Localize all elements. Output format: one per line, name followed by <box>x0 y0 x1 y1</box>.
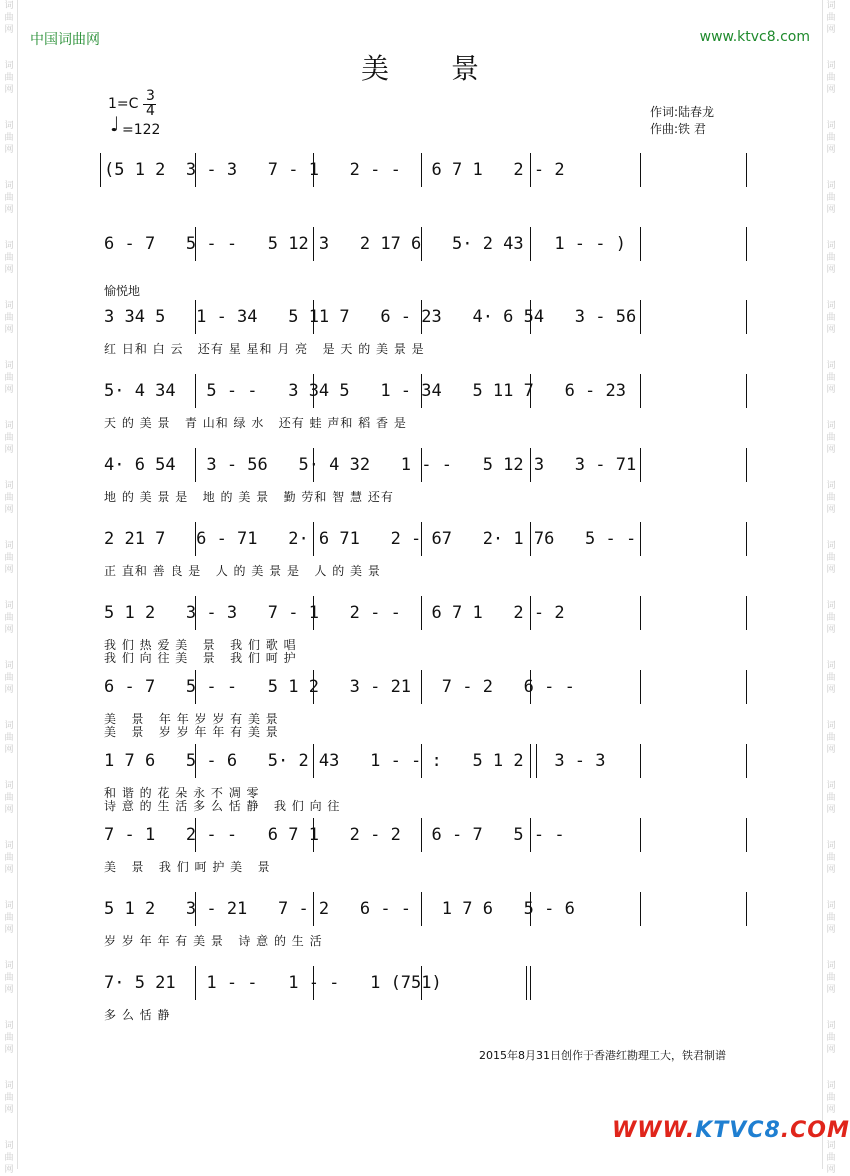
key-signature: 1=C <box>108 96 139 112</box>
score-system <box>100 153 760 223</box>
site-name-left: 中国词曲网 <box>30 32 100 48</box>
lyric-line: 地 的 美 景 是 地 的 美 景 勤 劳和 智 慧 还有 <box>104 490 394 504</box>
lyric-line: 我 们 热 爱 美 景 我 们 歌 唱 <box>104 638 297 652</box>
barline <box>746 596 747 630</box>
logo-left: WWW. <box>612 1118 696 1143</box>
barline <box>530 966 531 1000</box>
footer-note: 2015年8月31日创作于香港红勘理工大，铁君制谱 <box>479 1049 726 1062</box>
barline <box>640 522 641 556</box>
logo-mid: KTVC8 <box>695 1118 781 1143</box>
lyric-line: 正 直和 善 良 是 人 的 美 景 是 人 的 美 景 <box>104 564 381 578</box>
lyric-line: 美 景 岁 岁 年 年 有 美 景 <box>104 725 279 739</box>
left-border-line <box>17 0 18 1169</box>
time-signature-numerator: 3 <box>146 88 155 104</box>
lyric-line: 我 们 向 往 美 景 我 们 呵 护 <box>104 651 297 665</box>
barline <box>640 227 641 261</box>
notation-line: 5· 4 34 5 - - 3 34 5 1 - 34 5 11 7 6 - 23 <box>104 381 626 401</box>
lyric-line: 天 的 美 景 青 山和 绿 水 还有 蛙 声和 稻 香 是 <box>104 416 407 430</box>
barline <box>640 153 641 187</box>
notation-line: 3 34 5 1 - 34 5 11 7 6 - 23 4· 6 54 3 - 56 <box>104 307 637 327</box>
barline <box>746 374 747 408</box>
lyric-line: 多 么 恬 静 <box>104 1008 171 1022</box>
barline <box>746 227 747 261</box>
left-watermark: 词 曲 网 词 曲 网 词 曲 网 词 曲 网 词 曲 网 词 曲 网 词 曲 网 词 曲 网 词 曲 网 词 曲 网 词 曲 网 词 曲 网 词 曲 网 词 曲 网 词 曲 网 词 曲 网 词 曲 网 词 曲 网 词 曲 网 词 曲 网 <box>4 1 14 1175</box>
score-system <box>100 744 760 814</box>
notation-line: 6 - 7 5 - - 5 12 3 2 17 6 5· 2 43 1 - - ) <box>104 234 626 254</box>
lyric-line: 美 景 年 年 岁 岁 有 美 景 <box>104 712 279 726</box>
notation-line: (5 1 2 3 - 3 7 - 1 2 - - 6 7 1 2 - 2 <box>104 160 565 180</box>
barline <box>640 892 641 926</box>
barline <box>746 744 747 778</box>
lyric-line: 和 谐 的 花 朵 永 不 凋 零 <box>104 786 260 800</box>
barline <box>640 744 641 778</box>
notation-line: 5 1 2 3 - 3 7 - 1 2 - - 6 7 1 2 - 2 <box>104 603 565 623</box>
ktvc8-logo[interactable] <box>612 1118 850 1143</box>
site-url-right: www.ktvc8.com <box>699 29 810 45</box>
notation-line: 2 21 7 6 - 71 2· 6 71 2 - 67 2· 1 76 5 - - <box>104 529 637 549</box>
score-system <box>100 892 760 962</box>
score-system <box>100 300 760 370</box>
lyric-line: 诗 意 的 生 活 多 么 恬 静 我 们 向 往 <box>104 799 341 813</box>
barline <box>640 670 641 704</box>
quarter-note-icon: ♩ <box>110 112 120 136</box>
barline <box>640 300 641 334</box>
right-watermark: 词 曲 网 词 曲 网 词 曲 网 词 曲 网 词 曲 网 词 曲 网 词 曲 网 词 曲 网 词 曲 网 词 曲 网 词 曲 网 词 曲 网 词 曲 网 词 曲 网 词 曲 网 词 曲 网 词 曲 网 词 曲 网 词 曲 网 词 曲 网 <box>826 1 836 1175</box>
time-signature-denominator: 4 <box>146 103 155 119</box>
right-border-line <box>822 0 823 1169</box>
score-system <box>100 374 760 444</box>
expression-marking: 愉悦地 <box>104 284 141 298</box>
notation-line: 1 7 6 5 - 6 5· 2 43 1 - - : 5 1 2 3 - 3 <box>104 751 606 771</box>
score-system <box>100 966 760 1036</box>
song-title: 美景 <box>360 52 541 85</box>
barline <box>100 153 101 187</box>
lyricist-credit: 作词:陆春龙 <box>650 105 715 119</box>
barline <box>526 966 527 1000</box>
score-system <box>100 670 760 740</box>
score-system <box>100 818 760 888</box>
barline <box>746 892 747 926</box>
lyric-line: 美 景 我 们 呵 护 美 景 <box>104 860 271 874</box>
score-system <box>100 227 760 297</box>
score-system <box>100 596 760 666</box>
notation-line: 6 - 7 5 - - 5 1 2 3 - 21 7 - 2 6 - - <box>104 677 575 697</box>
notation-line: 5 1 2 3 - 21 7 - 2 6 - - 1 7 6 5 - 6 <box>104 899 575 919</box>
lyric-line: 岁 岁 年 年 有 美 景 诗 意 的 生 活 <box>104 934 323 948</box>
barline <box>746 818 747 852</box>
score-system <box>100 448 760 518</box>
score-system <box>100 522 760 592</box>
composer-credit: 作曲:铁 君 <box>650 122 706 136</box>
barline <box>746 153 747 187</box>
barline <box>746 522 747 556</box>
barline <box>640 448 641 482</box>
logo-right: .COM <box>780 1118 850 1143</box>
barline <box>640 596 641 630</box>
barline <box>746 300 747 334</box>
notation-line: 7· 5 21 1 - - 1 - - 1 (751) <box>104 973 442 993</box>
notation-line: 4· 6 54 3 - 56 5· 4 32 1 - - 5 12 3 3 - 71 <box>104 455 637 475</box>
barline <box>746 670 747 704</box>
notation-line: 7 - 1 2 - - 6 7 1 2 - 2 6 - 7 5 - - <box>104 825 565 845</box>
barline <box>640 374 641 408</box>
lyric-line: 红 日和 白 云 还有 星 星和 月 亮 是 天 的 美 景 是 <box>104 342 425 356</box>
barline <box>640 818 641 852</box>
tempo-marking: =122 <box>122 122 161 138</box>
barline <box>746 448 747 482</box>
